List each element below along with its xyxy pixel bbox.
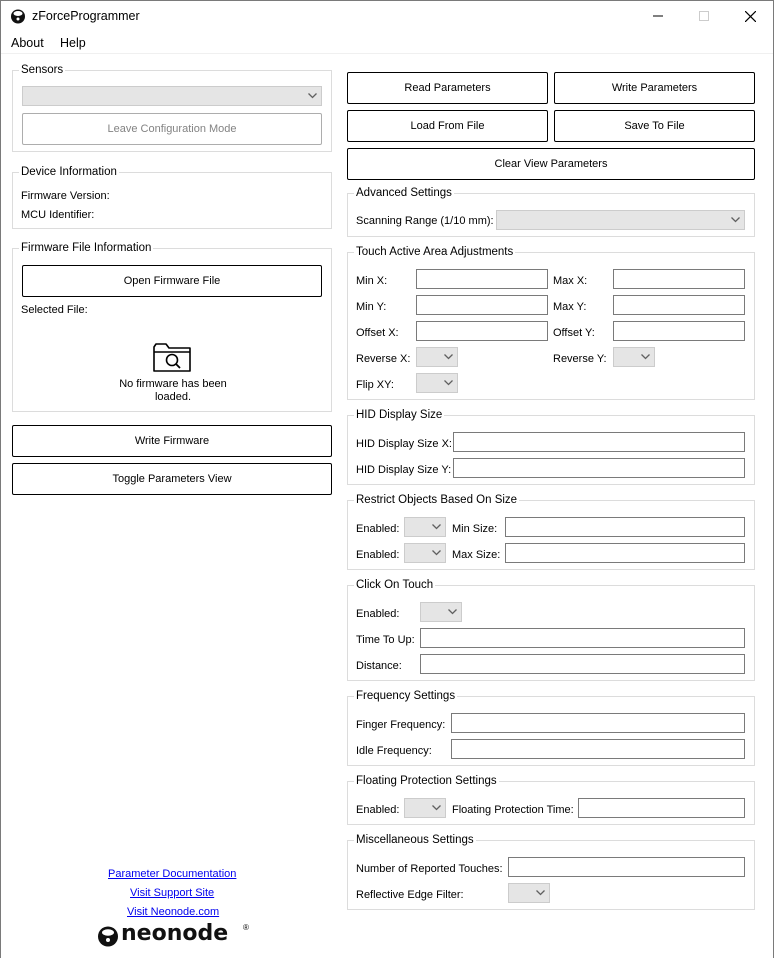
minimize-button[interactable]: [635, 1, 681, 31]
distance-input[interactable]: [420, 654, 745, 674]
flip-xy-select[interactable]: [416, 373, 458, 393]
device-info-group: [12, 166, 332, 229]
time-to-up-input[interactable]: [420, 628, 745, 648]
selected-file-label: Selected File:: [21, 304, 88, 316]
sensors-group: [12, 64, 332, 152]
flip-xy-label: Flip XY:: [356, 379, 394, 391]
distance-label: Distance:: [356, 660, 402, 672]
firmware-file-group: [12, 242, 332, 412]
reverse-x-label: Reverse X:: [356, 353, 411, 365]
open-firmware-button[interactable]: Open Firmware File: [22, 265, 322, 297]
offset-y-label: Offset Y:: [553, 327, 595, 339]
save-to-file-button[interactable]: Save To File: [554, 110, 755, 142]
hid-size-x-label: HID Display Size X:: [356, 438, 452, 450]
sensors-group-label: Sensors: [21, 64, 64, 76]
touch-active-area-label: Touch Active Area Adjustments: [356, 246, 514, 258]
miscellaneous-settings-group: [347, 834, 755, 910]
hid-display-size-label: HID Display Size: [356, 409, 443, 421]
folder-search-icon: [151, 340, 193, 374]
support-site-link[interactable]: Visit Support Site: [130, 887, 215, 899]
reverse-y-label: Reverse Y:: [553, 353, 607, 365]
chevron-down-icon: [536, 890, 545, 896]
max-x-label: Max X:: [553, 275, 588, 287]
window-title: zForceProgrammer: [32, 9, 140, 23]
advanced-settings-label: Advanced Settings: [356, 187, 452, 199]
minimize-icon: [653, 11, 663, 21]
floating-enabled-select[interactable]: [404, 798, 446, 818]
firmware-version-label: Firmware Version:: [21, 190, 110, 202]
min-size-label: Min Size:: [452, 523, 498, 535]
load-from-file-button[interactable]: Load From File: [347, 110, 548, 142]
chevron-down-icon: [432, 805, 441, 811]
no-firmware-message: No firmware has been loaded.: [119, 378, 227, 403]
click-on-touch-group: [347, 579, 755, 681]
app-logo-icon: [10, 8, 26, 24]
reported-touches-label: Number of Reported Touches:: [356, 863, 503, 875]
main-content: [1, 55, 773, 958]
min-size-input[interactable]: [505, 517, 745, 537]
neonode-logo-icon: [97, 925, 119, 947]
chevron-down-icon: [641, 354, 650, 360]
idle-frequency-input[interactable]: [451, 739, 745, 759]
max-size-enabled-select[interactable]: [404, 543, 446, 563]
floating-protection-label: Floating Protection Settings: [356, 775, 497, 787]
sensor-select[interactable]: [22, 86, 322, 106]
time-to-up-label: Time To Up:: [356, 634, 415, 646]
chevron-down-icon: [308, 93, 317, 99]
offset-x-input[interactable]: [416, 321, 548, 341]
max-y-label: Max Y:: [553, 301, 587, 313]
chevron-down-icon: [444, 380, 453, 386]
chevron-down-icon: [448, 609, 457, 615]
floating-protection-time-label: Floating Protection Time:: [452, 804, 574, 816]
close-icon: [745, 11, 756, 22]
write-parameters-button[interactable]: Write Parameters: [554, 72, 755, 104]
write-firmware-button[interactable]: Write Firmware: [12, 425, 332, 457]
chevron-down-icon: [444, 354, 453, 360]
chevron-down-icon: [432, 550, 441, 556]
floating-protection-time-input[interactable]: [578, 798, 745, 818]
max-size-enabled-label: Enabled:: [356, 549, 400, 561]
floating-protection-group: [347, 775, 755, 825]
frequency-settings-label: Frequency Settings: [356, 690, 456, 702]
click-enabled-select[interactable]: [420, 602, 462, 622]
parameter-documentation-link[interactable]: Parameter Documentation: [108, 868, 237, 880]
miscellaneous-settings-label: Miscellaneous Settings: [356, 834, 474, 846]
min-y-input[interactable]: [416, 295, 548, 315]
touch-active-area-group: [347, 246, 755, 400]
min-x-input[interactable]: [416, 269, 548, 289]
advanced-settings-group: [347, 187, 755, 237]
reported-touches-input[interactable]: [508, 857, 745, 877]
offset-y-input[interactable]: [613, 321, 745, 341]
finger-frequency-input[interactable]: [451, 713, 745, 733]
scanning-range-select[interactable]: [496, 210, 745, 230]
reverse-y-select[interactable]: [613, 347, 655, 367]
idle-frequency-label: Idle Frequency:: [356, 745, 432, 757]
hid-size-x-input[interactable]: [453, 432, 745, 452]
clear-view-parameters-button[interactable]: Clear View Parameters: [347, 148, 755, 180]
max-size-input[interactable]: [505, 543, 745, 563]
min-size-enabled-select[interactable]: [404, 517, 446, 537]
close-button[interactable]: [727, 1, 773, 31]
chevron-down-icon: [432, 524, 441, 530]
registered-mark: ®: [243, 923, 249, 932]
reflective-edge-filter-label: Reflective Edge Filter:: [356, 889, 464, 901]
scanning-range-label: Scanning Range (1/10 mm):: [356, 215, 494, 227]
click-enabled-label: Enabled:: [356, 608, 400, 620]
offset-x-label: Offset X:: [356, 327, 399, 339]
neonode-logo: [97, 921, 253, 950]
frequency-settings-group: [347, 690, 755, 766]
hid-size-y-input[interactable]: [453, 458, 745, 478]
restrict-objects-group: [347, 494, 755, 570]
max-x-input[interactable]: [613, 269, 745, 289]
neonode-website-link[interactable]: Visit Neonode.com: [127, 906, 220, 918]
min-x-label: Min X:: [356, 275, 388, 287]
firmware-file-group-label: Firmware File Information: [21, 242, 152, 254]
finger-frequency-label: Finger Frequency:: [356, 719, 446, 731]
menu-bar: [1, 32, 773, 54]
device-info-group-label: Device Information: [21, 166, 117, 178]
hid-size-y-label: HID Display Size Y:: [356, 464, 452, 476]
menu-help[interactable]: Help: [60, 36, 86, 50]
max-size-label: Max Size:: [452, 549, 501, 561]
min-size-enabled-label: Enabled:: [356, 523, 400, 535]
title-bar: [1, 1, 773, 31]
min-y-label: Min Y:: [356, 301, 387, 313]
toggle-parameters-view-button[interactable]: Toggle Parameters View: [12, 463, 332, 495]
maximize-button[interactable]: [681, 1, 727, 31]
floating-enabled-label: Enabled:: [356, 804, 400, 816]
max-y-input[interactable]: [613, 295, 745, 315]
click-on-touch-label: Click On Touch: [356, 579, 434, 591]
chevron-down-icon: [731, 217, 740, 223]
reflective-edge-filter-select[interactable]: [508, 883, 550, 903]
leave-configuration-button[interactable]: Leave Configuration Mode: [22, 113, 322, 145]
read-parameters-button[interactable]: Read Parameters: [347, 72, 548, 104]
menu-about[interactable]: About: [11, 36, 44, 50]
reverse-x-select[interactable]: [416, 347, 458, 367]
mcu-identifier-label: MCU Identifier:: [21, 209, 95, 221]
maximize-icon: [699, 11, 709, 21]
neonode-logo-text: neonode: [121, 921, 229, 946]
restrict-objects-label: Restrict Objects Based On Size: [356, 494, 518, 506]
hid-display-size-group: [347, 409, 755, 485]
